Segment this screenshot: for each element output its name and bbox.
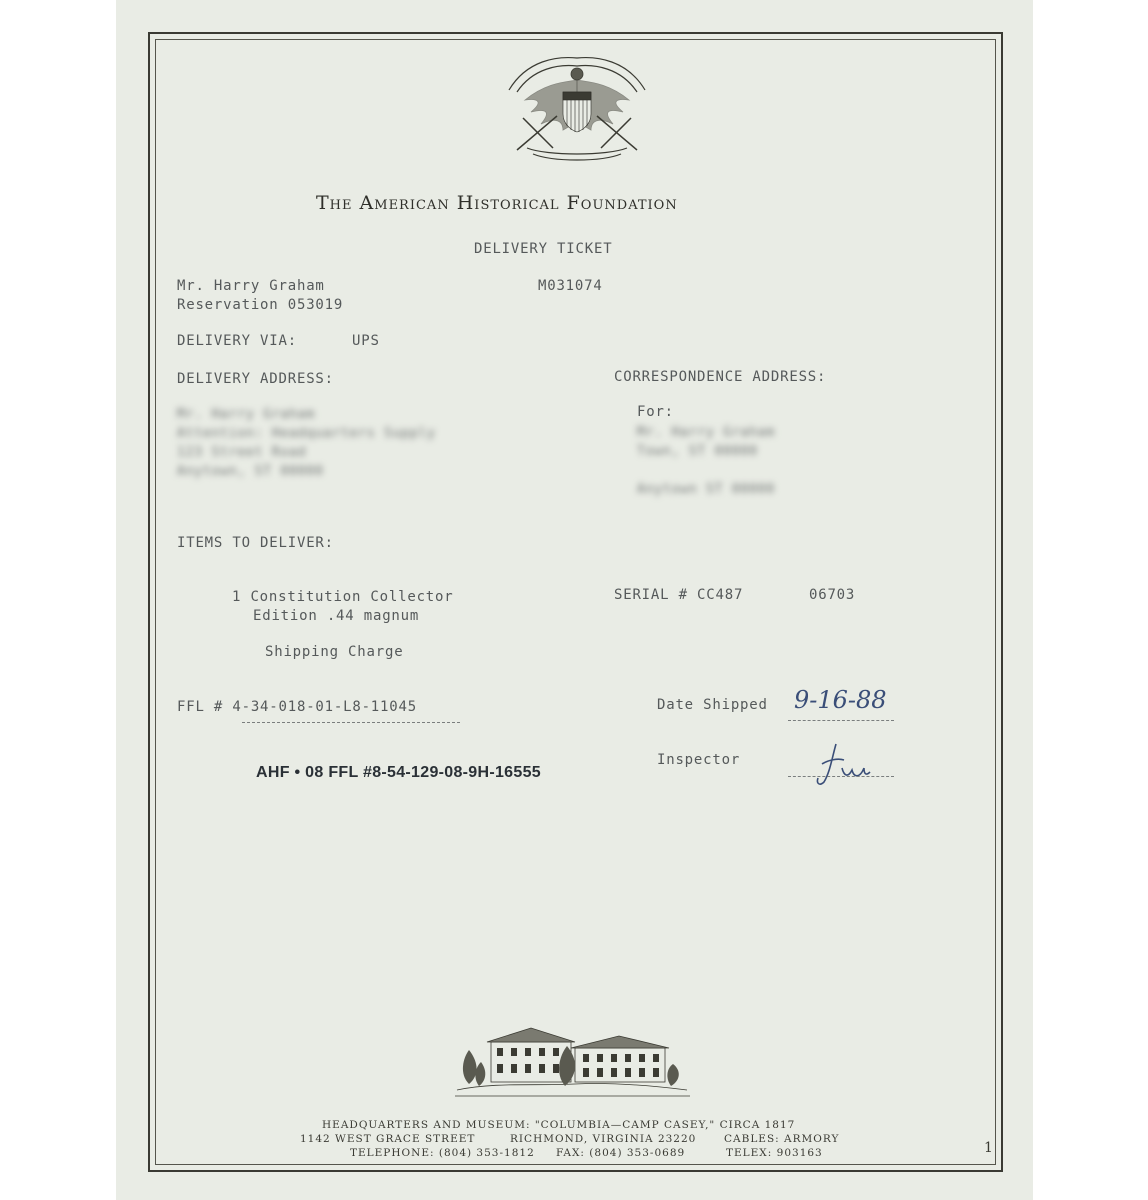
correspondence-address-redacted bbox=[637, 423, 775, 499]
delivery-via-label: DELIVERY VIA: bbox=[177, 333, 297, 349]
correspondence-line: Mr. Harry Graham bbox=[637, 425, 776, 440]
footer-telex: TELEX: 903163 bbox=[726, 1147, 823, 1159]
inspector-label: Inspector bbox=[657, 752, 741, 768]
correspondence-line: Town, ST 00000 bbox=[637, 444, 758, 459]
inspector-underline bbox=[788, 776, 894, 777]
delivery-address-line: Mr. Harry Graham bbox=[177, 407, 316, 422]
items-to-deliver-label: ITEMS TO DELIVER: bbox=[177, 535, 334, 551]
reservation-number: Reservation 053019 bbox=[177, 297, 344, 313]
organization-name: The American Historical Foundation bbox=[316, 192, 678, 214]
serial-label: SERIAL # CC487 bbox=[614, 587, 744, 603]
eagle-seal-logo bbox=[487, 52, 667, 162]
recipient-name: Mr. Harry Graham bbox=[177, 278, 325, 294]
item-description-line2: Edition .44 magnum bbox=[253, 608, 420, 624]
correspondence-line: Anytown ST 00000 bbox=[637, 482, 776, 497]
page-number: 1 bbox=[984, 1140, 993, 1156]
ahf-ffl-stamp: AHF • 08 FFL #8-54-129-08-9H-16555 bbox=[256, 764, 541, 781]
delivery-address-line: 123 Street Road bbox=[177, 445, 307, 460]
correspondence-address-label: CORRESPONDENCE ADDRESS: bbox=[614, 369, 827, 385]
delivery-via-value: UPS bbox=[352, 333, 380, 349]
shipping-charge: Shipping Charge bbox=[265, 644, 404, 660]
date-shipped-underline bbox=[788, 720, 894, 721]
delivery-address-label: DELIVERY ADDRESS: bbox=[177, 371, 334, 387]
date-shipped-handwritten: 9-16-88 bbox=[794, 686, 887, 714]
ticket-heading: DELIVERY TICKET bbox=[474, 241, 613, 257]
delivery-address-line: Attention: Headquarters Supply bbox=[177, 426, 436, 441]
headquarters-building-engraving bbox=[455, 1020, 690, 1098]
ffl-number: FFL # 4-34-018-01-L8-11045 bbox=[177, 699, 417, 715]
footer-cables: CABLES: ARMORY bbox=[724, 1133, 840, 1145]
item-description-line1: 1 Constitution Collector bbox=[232, 589, 454, 605]
date-shipped-label: Date Shipped bbox=[657, 697, 768, 713]
footer-headquarters-line: HEADQUARTERS AND MUSEUM: "COLUMBIA—CAMP CASEY," CIRCA 1817 bbox=[322, 1119, 796, 1131]
footer-city: RICHMOND, VIRGINIA 23220 bbox=[510, 1133, 697, 1145]
delivery-address-line: Anytown, ST 00000 bbox=[177, 464, 324, 479]
ticket-number: M031074 bbox=[538, 278, 603, 294]
delivery-address-redacted bbox=[177, 405, 436, 481]
footer-telephone: TELEPHONE: (804) 353-1812 bbox=[350, 1147, 535, 1159]
footer-street: 1142 WEST GRACE STREET bbox=[300, 1133, 476, 1145]
correspondence-line bbox=[637, 461, 775, 480]
inspector-signature bbox=[814, 738, 874, 790]
correspondence-for-label: For: bbox=[637, 404, 674, 420]
serial-number: 06703 bbox=[809, 587, 856, 603]
footer-fax: FAX: (804) 353-0689 bbox=[556, 1147, 686, 1159]
ffl-underline bbox=[242, 722, 460, 723]
